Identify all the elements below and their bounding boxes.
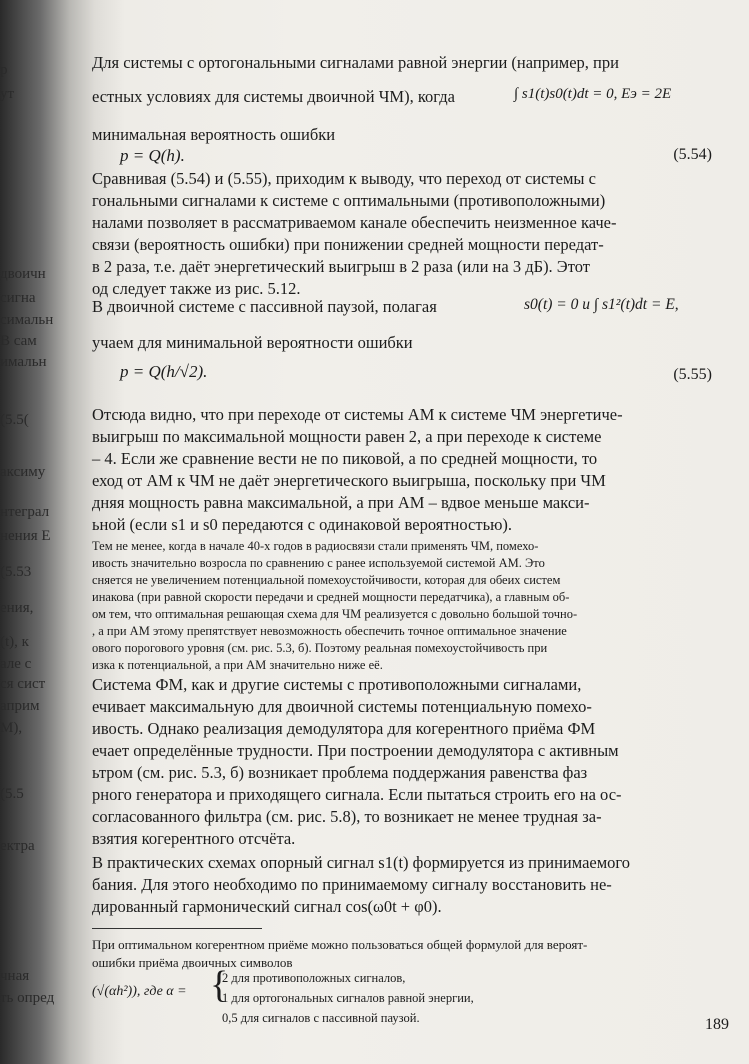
gutter-fragment: ектра	[0, 838, 35, 854]
text-line: учаем для минимальной вероятности ошибки	[92, 333, 413, 352]
text-line: Для системы с ортогональными сигналами равной энергии (например, при	[92, 53, 619, 72]
small-print-line: сняется не увеличением потенциальной помехоустойчивости, которая для обеих систем	[92, 573, 561, 587]
footnote-line: ошибки приёма двоичных символов	[92, 955, 293, 970]
gutter-fragment: сигна	[0, 290, 36, 306]
text-line: ечивает максимальную для двоичной системы потенциальную помехо-	[92, 697, 592, 716]
equation-5-54: p = Q(h).	[120, 146, 185, 165]
gutter-fragment: ть опред	[0, 990, 55, 1006]
cases-brace: {	[210, 964, 229, 1006]
text-line: взятия когерентного отсчёта.	[92, 829, 296, 848]
text-line: дняя мощность равна максимальной, а при АМ – вдвое меньше макси-	[92, 493, 590, 512]
gutter-fragment: нтеграл	[0, 504, 50, 520]
small-print-line: ового порогового уровня (см. рис. 5.3, б). Поэтому реальная помехоустойчивость при	[92, 641, 548, 655]
passive-pause-condition: s0(t) = 0 и ∫ s1²(t)dt = E,	[524, 296, 679, 313]
gutter-fragment: аксиму	[0, 464, 46, 480]
text-line: налами позволяет в рассматриваемом канале обеспечить неизменное каче-	[92, 213, 617, 232]
small-print-line: изка к потенциальной, а при АМ значительно ниже её.	[92, 658, 383, 672]
text-line: связи (вероятность ошибки) при понижении средней мощности передат-	[92, 235, 604, 254]
gutter-fragment: симальн	[0, 312, 54, 328]
small-print-line: ивость значительно возросла по сравнению с ранее используемой системой АМ. Это	[92, 556, 545, 570]
text-line: ьной (если s1 и s0 передаются с одинаковой вероятностью).	[92, 515, 513, 534]
gutter-fragment: р	[0, 62, 8, 78]
small-print-line: , а при АМ этому препятствует невозможность обеспечить точное оптимальное значение	[92, 624, 567, 638]
gutter-fragment: ут	[0, 86, 15, 102]
equation-5-55: p = Q(h/√2).	[120, 362, 208, 381]
gutter-fragment: М),	[0, 720, 23, 736]
gutter-fragment: але с	[0, 656, 32, 672]
text-line: минимальная вероятность ошибки	[92, 125, 336, 144]
text-line: од следует также из рис. 5.12.	[92, 279, 301, 298]
text-line: естных условиях для системы двоичной ЧМ), когда	[92, 87, 455, 106]
page-number: 189	[705, 1016, 729, 1033]
footnote-case: 2 для противоположных сигналов,	[222, 971, 406, 985]
text-line: Система ФМ, как и другие системы с противоположными сигналами,	[92, 675, 582, 694]
footnote-separator	[92, 928, 262, 929]
gutter-fragment: ся сист	[0, 676, 46, 692]
gutter-fragment: имальн	[0, 354, 47, 370]
text-line: бания. Для этого необходимо по принимаемому сигналу восстановить не-	[92, 875, 612, 894]
text-line: согласованного фильтра (см. рис. 5.8), то возникает не менее трудная за-	[92, 807, 602, 826]
gutter-fragment: В сам	[0, 333, 37, 349]
gutter-fragment: (5.5	[0, 786, 24, 802]
gutter-fragment: (t), к	[0, 634, 29, 650]
small-print-line: Тем не менее, когда в начале 40-х годов в радиосвязи стали применять ЧМ, помехо-	[92, 539, 539, 553]
small-print-line: инакова (при равной скорости передачи и средней мощности передатчика), а главным об-	[92, 590, 570, 604]
footnote-line: При оптимальном когерентном приёме можно пользоваться общей формулой для вероят-	[92, 937, 588, 952]
footnote-case: 0,5 для сигналов с пассивной паузой.	[222, 1011, 420, 1025]
gutter-fragment: двоичн	[0, 266, 46, 282]
footnote-case: 1 для ортогональных сигналов равной энергии,	[222, 991, 474, 1005]
gutter-fragment: чная	[0, 968, 30, 984]
text-line: В практических схемах опорный сигнал s1(t) формируется из принимаемого	[92, 853, 631, 872]
equation-number: (5.55)	[673, 366, 712, 383]
text-line: дированный гармонический сигнал cos(ω0t + φ0).	[92, 897, 442, 916]
gutter-fragment: ения,	[0, 600, 34, 616]
text-line: еход от АМ к ЧМ не даёт энергетического выигрыша, поскольку при ЧМ	[92, 471, 606, 490]
gutter-fragment: нения E	[0, 528, 51, 544]
gutter-fragment: (5.5(	[0, 412, 29, 428]
text-line: выигрыш по максимальной мощности равен 2, а при переходе к системе	[92, 427, 602, 446]
equation-number: (5.54)	[673, 146, 712, 163]
text-line: – 4. Если же сравнение вести не по пиковой, а по средней мощности, то	[92, 449, 598, 468]
text-line: гональными сигналами к системе с оптимальными (противоположными)	[92, 191, 606, 210]
footnote-formula: (√(αh²)), где α =	[92, 984, 187, 999]
text-line: рного генератора и приходящего сигнала. Если пытаться строить его на ос-	[92, 785, 622, 804]
gutter-fragment: априм	[0, 698, 40, 714]
orthogonality-condition: ∫ s1(t)s0(t)dt = 0, Eэ = 2E	[514, 86, 672, 102]
text-line: Сравнивая (5.54) и (5.55), приходим к выводу, что переход от системы с	[92, 169, 596, 188]
text-line: ечает определённые трудности. При построении демодулятора с активным	[92, 741, 619, 760]
gutter-fragment: (5.53	[0, 564, 32, 580]
text-line: ивость. Однако реализация демодулятора для когерентного приёма ФМ	[92, 719, 596, 738]
text-line: В двоичной системе с пассивной паузой, полагая	[92, 297, 437, 316]
text-line: ьтром (см. рис. 5.3, б) возникает проблема поддержания равенства фаз	[92, 763, 588, 782]
text-line: Отсюда видно, что при переходе от системы АМ к системе ЧМ энергетиче-	[92, 405, 623, 424]
small-print-line: ом тем, что оптимальная решающая схема для ЧМ реализуется с довольно большой точно-	[92, 607, 578, 621]
facing-page-gutter	[0, 0, 78, 1064]
text-line: в 2 раза, т.е. даёт энергетический выигрыш в 2 раза (или на 3 дБ). Этот	[92, 257, 590, 276]
